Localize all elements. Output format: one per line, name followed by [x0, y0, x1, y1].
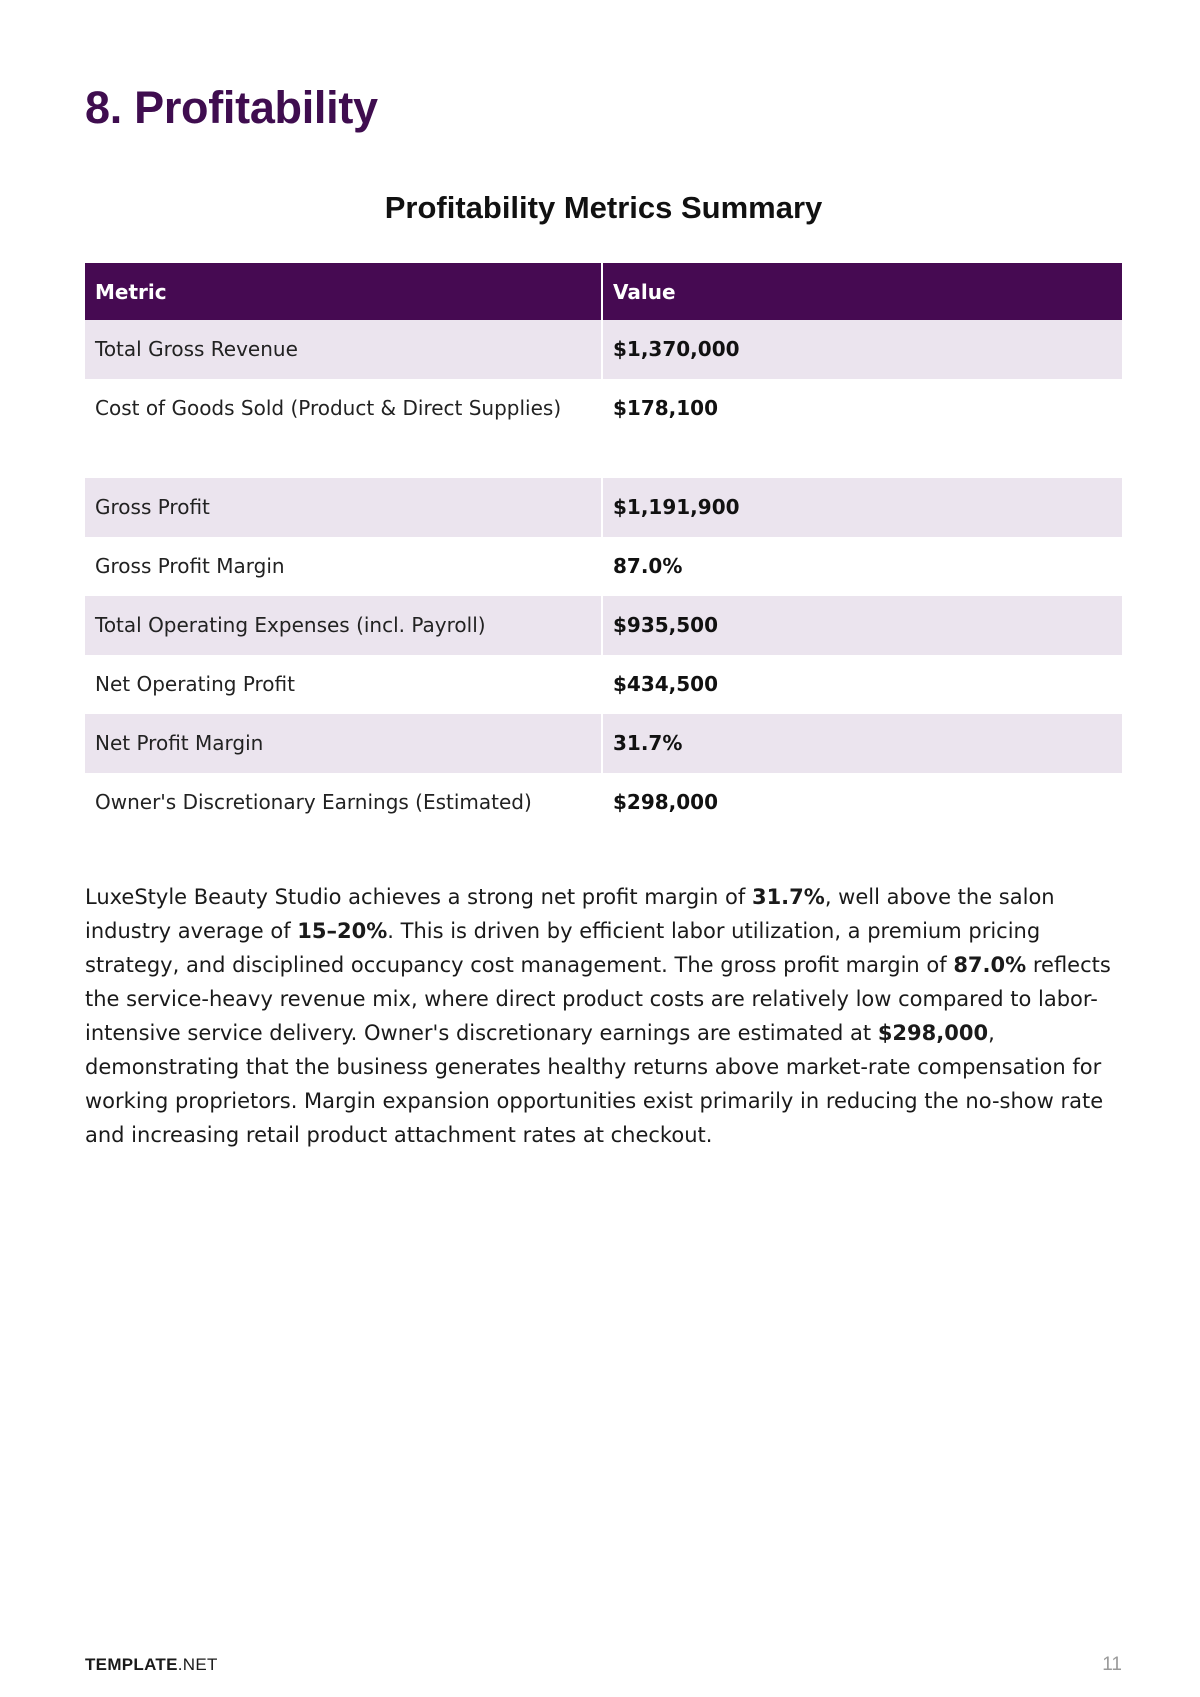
summary-text: LuxeStyle Beauty Studio achieves a strong net profit margin of — [85, 885, 752, 909]
value-cell: $434,500 — [602, 655, 1122, 714]
value-cell: $935,500 — [602, 596, 1122, 655]
logo-suffix-text: .NET — [177, 1655, 218, 1674]
table-row — [85, 379, 1122, 478]
value-cell: $1,370,000 — [602, 320, 1122, 379]
summary-text: , demonstrating that the business generates healthy returns above market-rate compensation for working proprietors. Margin expansion opportunities exist primarily in reducing the no-show rate and increasing retail product attachment rates at checkout. — [85, 1021, 1104, 1147]
table-row — [85, 478, 1122, 537]
logo-bold-text: TEMPLATE — [85, 1655, 178, 1674]
value-cell: 31.7% — [602, 714, 1122, 773]
metric-cell: Total Gross Revenue — [85, 320, 602, 379]
table-row — [85, 773, 1122, 832]
table-row — [85, 714, 1122, 773]
metric-cell: Net Operating Profit — [85, 655, 602, 714]
gross-margin-highlight: 87.0% — [953, 953, 1027, 977]
footer-logo — [85, 1655, 218, 1675]
table-row — [85, 655, 1122, 714]
summary-text: . This is driven by efficient labor utilization, a premium pricing strategy, and disciplined occupancy cost management. The gross profit margin of — [85, 919, 1041, 977]
net-margin-highlight: 31.7% — [751, 885, 825, 909]
table-header-row — [85, 263, 1122, 320]
table-row — [85, 537, 1122, 596]
value-cell: $1,191,900 — [602, 478, 1122, 537]
metric-cell: Owner's Discretionary Earnings (Estimated) — [85, 773, 602, 832]
metric-cell: Gross Profit — [85, 478, 602, 537]
value-cell: $178,100 — [602, 379, 1122, 478]
page-number: 11 — [1102, 1654, 1122, 1675]
page — [85, 0, 1122, 1697]
summary-text: reflects the service-heavy revenue mix, where direct product costs are relatively low compared to labor-intensive service delivery. Owner's discretionary earnings are estimated at — [85, 953, 1111, 1045]
column-header-value: Value — [602, 263, 1122, 320]
metric-cell: Cost of Goods Sold (Product & Direct Supplies) — [85, 379, 602, 478]
summary-text: , well above the salon industry average of — [85, 885, 1055, 943]
owner-earnings-highlight: $298,000 — [877, 1021, 989, 1045]
value-cell: 87.0% — [602, 537, 1122, 596]
profitability-metrics-table — [85, 263, 1122, 832]
section-title: 8. Profitability — [85, 82, 378, 133]
value-cell: $298,000 — [602, 773, 1122, 832]
table-title: Profitability Metrics Summary — [384, 190, 823, 225]
summary-paragraph — [85, 880, 1122, 1152]
metric-cell: Gross Profit Margin — [85, 537, 602, 596]
column-header-metric: Metric — [85, 263, 602, 320]
metric-cell: Total Operating Expenses (incl. Payroll) — [85, 596, 602, 655]
table-row — [85, 596, 1122, 655]
industry-average-highlight: 15–20% — [297, 919, 388, 943]
metric-cell: Net Profit Margin — [85, 714, 602, 773]
table-row — [85, 320, 1122, 379]
